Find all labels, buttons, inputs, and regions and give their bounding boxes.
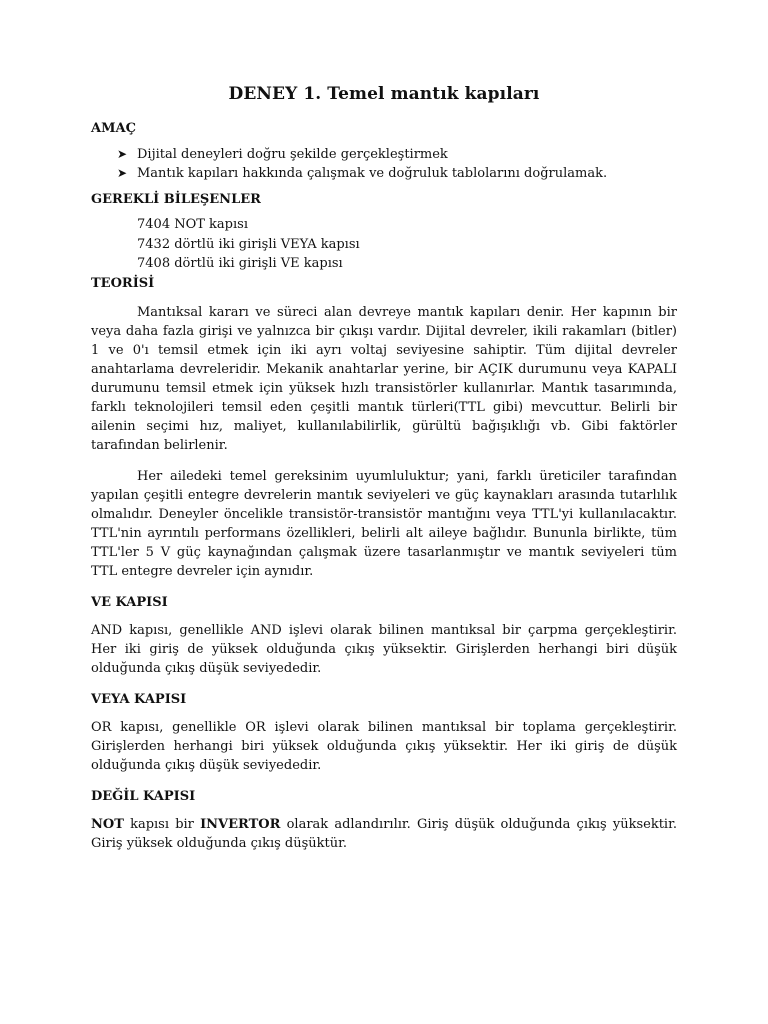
section-heading-or-gate: VEYA KAPISI xyxy=(91,691,187,707)
list-item: 7408 dörtlü iki girişli VE kapısı xyxy=(137,256,343,271)
section-heading-amac: AMAÇ xyxy=(91,121,136,136)
document-page xyxy=(91,84,677,853)
document-title: DENEY 1. Temel mantık kapıları xyxy=(228,84,540,104)
section-heading-and-gate: VE KAPISI xyxy=(91,594,168,610)
not-term: NOT xyxy=(91,816,124,832)
section-heading-theory: TEORİSİ xyxy=(91,275,155,291)
goal-list xyxy=(91,145,677,183)
not-gate-paragraph xyxy=(91,815,677,853)
goal-text: Mantık kapıları hakkında çalışmak ve doğruluk tablolarını doğrulamak. xyxy=(137,166,608,181)
section-heading-components: GEREKLİ BİLEŞENLER xyxy=(91,192,261,207)
goal-text: Dijital deneyleri doğru şekilde gerçekleştirmek xyxy=(137,147,448,162)
list-item xyxy=(117,145,677,164)
theory-paragraph: Her ailedeki temel gereksinim uyumluluktur; yani, farklı üreticiler tarafından yapılan çeşitli entegre devrelerin mantık seviyeleri ve güç kaynakları arasında tutarlılık olmalıdır. Deneyler öncelikle transistör-transistör mantığını veya TTL'yi kullanılacaktır. TTL'nin ayrıntılı performans özellikleri, belirli alt aileye bağlıdır. Bununla birlikte, tüm TTL'ler 5 V güç kaynağından çalışmak üzere tasarlanmıştır ve mantık seviyeleri tüm TTL entegre devreler için aynıdır. xyxy=(91,468,677,579)
list-item: 7404 NOT kapısı xyxy=(137,217,248,232)
or-gate-paragraph: OR kapısı, genellikle OR işlevi olarak bilinen mantıksal bir toplama gerçekleştirir. Girişlerden herhangi biri yüksek olduğunda çıkış yüksektir. Her iki giriş de düşük olduğunda çıkış düşük seviyededir. xyxy=(91,719,677,773)
arrow-bullet-icon: ➤ xyxy=(117,166,128,180)
theory-paragraph: Mantıksal kararı ve süreci alan devreye mantık kapıları denir. Her kapının bir veya daha fazla girişi ve yalnızca bir çıkışı vardır. Dijital devreler, ikili rakamları (bitler) 1 ve 0'ı temsil etmek için iki ayrı voltaj seviyesine sahiptir. Tüm dijital devreler anahtarlama devreleridir. Mekanik anahtarlar yerine, bir AÇIK durumunu veya KAPALI durumunu temsil etmek için yüksek hızlı transistörler kullanırlar. Mantık tasarımında, farklı teknolojileri temsil eden çeşitli mantık türleri(TTL gibi) mevcuttur. Belirli bir ailenin seçimi hız, maliyet, kullanılabilirlik, gürültü bağışıklığı vb. Gibi faktörler tarafından belirlenir. xyxy=(91,304,677,453)
arrow-bullet-icon: ➤ xyxy=(117,147,128,161)
not-text-1: kapısı bir xyxy=(123,816,201,832)
section-heading-not-gate: DEĞİL KAPISI xyxy=(91,788,196,804)
list-item xyxy=(117,164,677,183)
invertor-term: INVERTOR xyxy=(200,816,281,832)
and-gate-paragraph: AND kapısı, genellikle AND işlevi olarak bilinen mantıksal bir çarpma gerçekleştirir. Her iki giriş de yüksek olduğunda çıkış yüksektir. Girişlerden herhangi biri düşük olduğunda çıkış düşük seviyededir. xyxy=(91,622,677,676)
list-item: 7432 dörtlü iki girişli VEYA kapısı xyxy=(137,236,360,252)
component-list xyxy=(91,215,677,274)
not-text-2: olarak adlandırılır. Giriş düşük olduğunda çıkış yüksektir. Giriş yüksek olduğunda çıkış düşüktür. xyxy=(91,816,678,851)
